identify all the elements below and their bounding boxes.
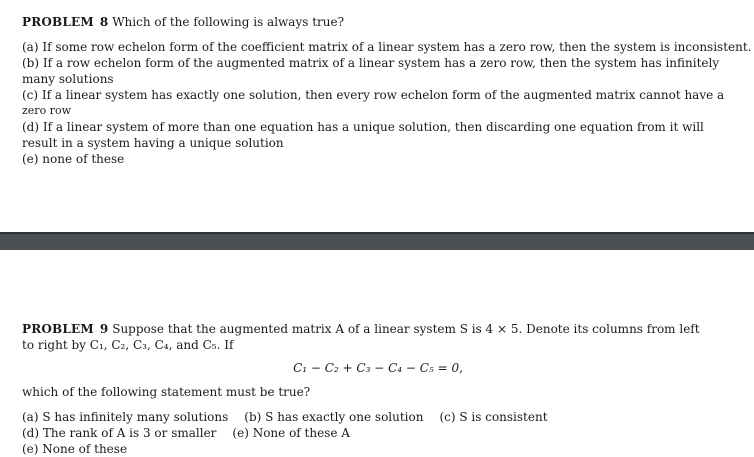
problem-number: 8 xyxy=(99,15,109,29)
problem-9-header xyxy=(22,321,700,337)
option-b-line1: (b) If a row echelon form of the augmented matrix of a linear system has a zero row, then the system has infinitely xyxy=(22,56,720,70)
option-b: (b) S has exactly one solution xyxy=(244,410,424,424)
option-e: (e) None of these xyxy=(22,442,128,456)
problem-label: PROBLEM xyxy=(22,15,94,29)
option-e: (e) none of these xyxy=(22,152,125,166)
option-e-inline: (e) None of these A xyxy=(232,426,350,440)
option-d-line1: (d) If a linear system of more than one equation has a unique solution, then discarding one equation from it will xyxy=(22,120,704,134)
problem-9 xyxy=(22,321,700,457)
options-row-2 xyxy=(22,425,694,441)
option-a: (a) S has infinitely many solutions xyxy=(22,410,229,424)
problem-question: which of the following statement must be true? xyxy=(22,385,311,399)
equation: C₁ − C₂ + C₃ − C₄ − C₅ = 0, xyxy=(293,361,463,375)
option-c: (c) S is consistent xyxy=(439,410,548,424)
option-d: (d) The rank of A is 3 or smaller xyxy=(22,426,217,440)
option-c-line2: zero row xyxy=(22,104,71,117)
options-row-1 xyxy=(22,409,694,425)
problem-number: 9 xyxy=(99,322,109,336)
problem-8 xyxy=(22,14,752,167)
option-d-line2: result in a system having a unique solution xyxy=(22,136,284,150)
problem-question: Which of the following is always true? xyxy=(112,15,345,29)
problem-intro-line1: Suppose that the augmented matrix A of a linear system S is 4 × 5. Denote its columns from left xyxy=(112,322,700,336)
option-b-line2: many solutions xyxy=(22,72,114,86)
problem-8-header xyxy=(22,14,694,30)
problem-intro-line2: to right by C₁, C₂, C₃, C₄, and C₅. If xyxy=(22,338,234,352)
option-c-line1: (c) If a linear system has exactly one solution, then every row echelon form of the augmented matrix cannot have a xyxy=(22,88,725,102)
option-a: (a) If some row echelon form of the coefficient matrix of a linear system has a zero row, then the system is inconsistent. xyxy=(22,40,752,54)
section-divider xyxy=(0,232,754,250)
problem-label: PROBLEM xyxy=(22,322,94,336)
